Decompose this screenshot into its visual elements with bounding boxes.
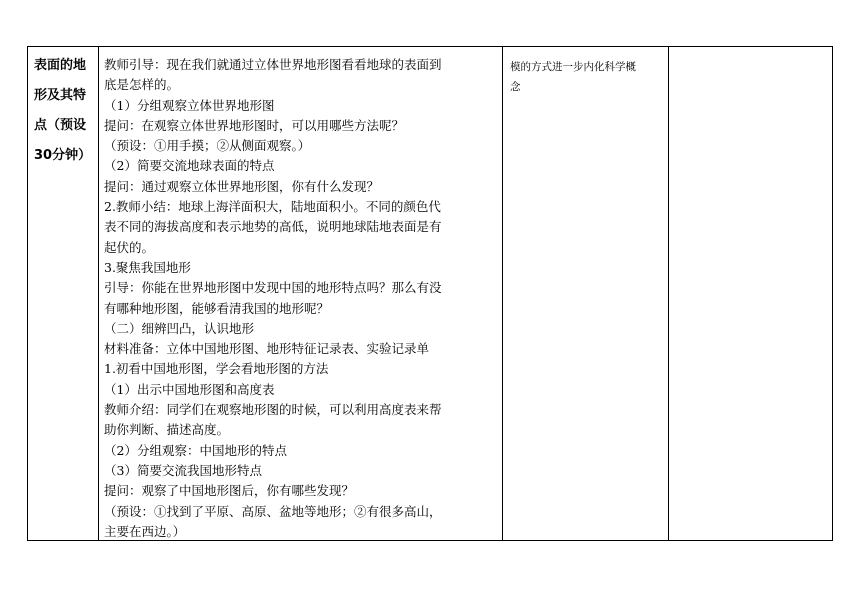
design-intent-cell bbox=[510, 57, 668, 97]
text-line: （2）简要交流地球表面的特点 bbox=[104, 158, 275, 174]
text-line: 底是怎样的。 bbox=[104, 77, 180, 93]
section-title-line: 点（预设 bbox=[34, 118, 87, 133]
text-line: 引导：你能在世界地形图中发现中国的地形特点吗？那么有没 bbox=[104, 280, 442, 296]
text-line: 教师引导：现在我们就通过立体世界地形图看看地球的表面到 bbox=[104, 57, 442, 72]
text-line: 模的方式进一步内化科学概 bbox=[510, 61, 636, 73]
text-line: 念 bbox=[510, 81, 521, 93]
section-title-line: 30分钟） bbox=[34, 148, 92, 163]
text-line: 有哪种地形图，能够看清我国的地形呢？ bbox=[104, 300, 330, 316]
text-line: （预设：①找到了平原、高原、盆地等地形；②有很多高山， bbox=[104, 503, 442, 519]
text-line: 助你判断、描述高度。 bbox=[104, 422, 230, 438]
text-line: （预设：①用手摸；②从侧面观察。） bbox=[104, 138, 311, 154]
text-line: 主要在西边。） bbox=[104, 523, 186, 539]
text-line: 起伏的。 bbox=[104, 239, 155, 255]
text-line: （3）简要交流我国地形特点 bbox=[104, 462, 262, 478]
section-title-line: 形及其特 bbox=[34, 88, 87, 103]
text-line: 教师介绍：同学们在观察地形图的时候，可以利用高度表来帮 bbox=[104, 402, 442, 418]
text-line: 1.初看中国地形图，学会看地形图的方法 bbox=[104, 361, 329, 377]
text-line: 提问：观察了中国地形图后，你有哪些发现？ bbox=[104, 483, 355, 499]
text-line: （1）分组观察立体世界地形图 bbox=[104, 97, 275, 113]
text-line: （1）出示中国地形图和高度表 bbox=[104, 381, 275, 397]
section-title-cell bbox=[34, 51, 100, 171]
text-line: 2.教师小结：地球上海洋面积大，陆地面积小。不同的颜色代 bbox=[104, 199, 441, 215]
text-line: （二）细辨凹凸，认识地形 bbox=[104, 320, 255, 336]
text-line: 提问：通过观察立体世界地形图，你有什么发现？ bbox=[104, 178, 380, 194]
teaching-process-cell bbox=[104, 55, 496, 542]
text-line: 材料准备：立体中国地形图、地形特征记录表、实验记录单 bbox=[104, 341, 430, 357]
column-divider bbox=[668, 47, 669, 540]
text-line: 3.聚焦我国地形 bbox=[104, 259, 191, 275]
column-divider bbox=[502, 47, 503, 540]
lesson-plan-table bbox=[27, 46, 833, 541]
text-line: （2）分组观察：中国地形的特点 bbox=[104, 442, 287, 458]
text-line: 提问：在观察立体世界地形图时，可以用哪些方法呢？ bbox=[104, 117, 405, 133]
text-line: 表不同的海拔高度和表示地势的高低，说明地球陆地表面是有 bbox=[104, 219, 442, 235]
section-title-line: 表面的地 bbox=[34, 58, 87, 73]
